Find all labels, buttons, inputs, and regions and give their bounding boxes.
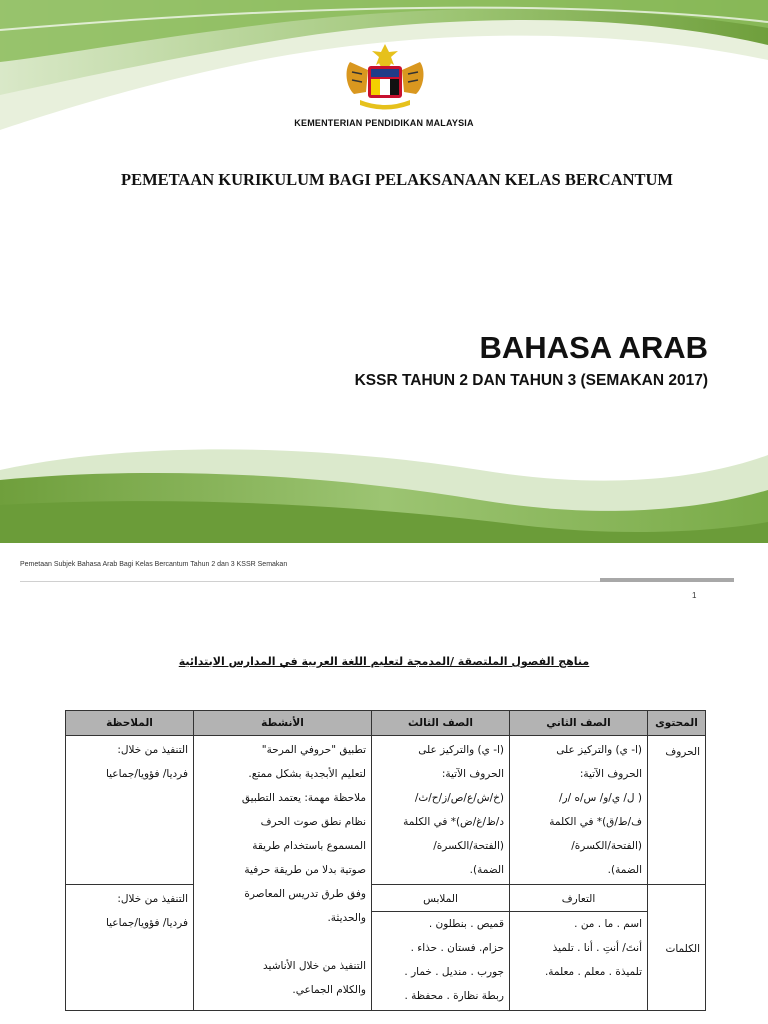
cell-line: الضمة). [607,864,642,876]
row-words-grade3 [372,885,510,1011]
row-content-letters: الحروف [648,736,706,885]
cell-line: (الفتحة/الكسرة/ [571,840,642,852]
cell-subheading: التعارف [510,887,647,912]
cell-line: فرديا/ فؤويا/جماعيا [105,917,188,929]
cell-line: اسم . ما . من . [574,918,642,930]
header-grade2: الصف الثاني [510,711,648,736]
cell-line: (ا- ي) والتركيز على [556,744,642,756]
cell-line: والكلام الجماعي. [292,984,366,996]
cell-line: ملاحظة مهمة: يعتمد التطبيق [241,792,366,804]
row-activities [194,736,372,1011]
header-content: المحتوى [648,711,706,736]
cell-line: المسموع باستخدام طريقة [252,840,366,852]
subject-subtitle: KSSR TAHUN 2 DAN TAHUN 3 (SEMAKAN 2017) [354,372,708,389]
row-letters-grade2 [510,736,648,885]
row-letters-grade3 [372,736,510,885]
cell-line: الحروف الآتية: [579,768,642,780]
row-words-notes [66,885,194,1011]
malaysia-coat-of-arms-icon [340,42,430,110]
subject-title: BAHASA ARAB [479,330,708,365]
cell-line: وفق طرق تدريس المعاصرة [244,888,366,900]
cell-line: التنفيذ من خلال الأناشيد [263,960,366,972]
cell-line [199,930,366,954]
curriculum-table [65,710,706,1011]
cell-line: (ا- ي) والتركيز على [418,744,504,756]
row-letters-notes [66,736,194,885]
cell-line: التنفيذ من خلال: [117,893,188,905]
cell-line: تلميذة . معلم . معلمة. [544,966,642,978]
cell-line: الضمة). [469,864,504,876]
table-header-row [66,711,706,736]
cell-line: ف/ط/ق)* في الكلمة [549,816,642,828]
table-row [66,736,706,885]
cell-line: أنتَ/ أنتِ . أنا . تلميذ [552,942,642,954]
cell-line: جورب . منديل . خمار . [404,966,504,978]
curriculum-page [0,543,768,1024]
table-row [66,885,706,1011]
header-grade3: الصف الثالث [372,711,510,736]
cell-line: نظام نطق صوت الحرف [260,816,366,828]
cell-line: ( ل/ ي/و/ س/ه /ر/ [559,792,642,804]
row-content-words: الكلمات [648,885,706,1011]
cell-line: ربطة نظارة . محفظة . [404,990,504,1002]
cell-line: فرديا/ فؤويا/جماعيا [105,768,188,780]
cell-line: والحديثة. [327,912,366,924]
cell-line: د/ظ/غ/ض)* في الكلمة [403,816,504,828]
cell-line: (خ/ش/ع/ص/ز/ح/ث/ [414,792,504,804]
page-number: 1 [692,591,697,600]
cell-line: قميص . بنطلون . [428,918,504,930]
cell-subheading: الملابس [372,887,509,912]
cell-line: حزام. فستان . حذاء . [410,942,504,954]
header-notes: الملاحظة [66,711,194,736]
header-rule-accent [600,578,734,582]
row-words-grade2 [510,885,648,1011]
arabic-page-title: مناهج الفصول الملتصقة /المدمجة لتعليم اللغة العربية في المدارس الابتدائية [178,655,590,668]
cell-line: التنفيذ من خلال: [117,744,188,756]
header-activities: الأنشطة [194,711,372,736]
cell-line: الحروف الآتية: [441,768,504,780]
cell-line: تطبيق "حروفي المرحة" [261,744,366,756]
document-title: PEMETAAN KURIKULUM BAGI PELAKSANAAN KELAS BERCANTUM [120,170,674,189]
cell-line: لتعليم الأبجدية بشكل ممتع. [248,768,366,780]
running-header: Pemetaan Subjek Bahasa Arab Bagi Kelas Bercantum Tahun 2 dan 3 KSSR Semakan [20,561,288,568]
cell-line: صوتية بدلا من طريقة حرفية [244,864,366,876]
cell-line: (الفتحة/الكسرة/ [433,840,504,852]
ministry-name: KEMENTERIAN PENDIDIKAN MALAYSIA [294,118,474,128]
